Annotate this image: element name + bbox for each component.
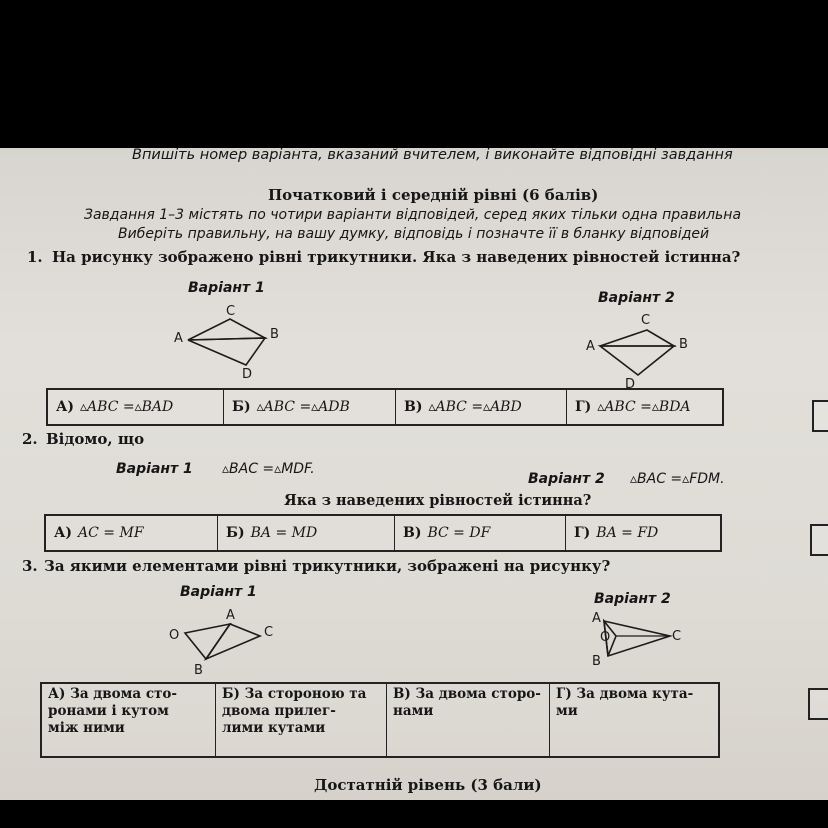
q3-fig1-label-o: O [169,628,180,643]
q2-option-a[interactable] [46,516,218,550]
q1-option-d-value: ▵ABC =▵BDA [597,399,691,415]
q1-fig1-label-c: C [226,304,236,319]
q3-answer-box[interactable] [808,688,828,720]
q2-option-a-label: А) [54,525,73,541]
q3-fig2-label-o: O [600,630,611,645]
q2-text: Відомо, що [46,430,145,448]
q3-fig1-label-b: B [194,663,203,678]
q3-option-b[interactable] [216,684,387,756]
q1-option-d[interactable] [567,390,722,424]
q3-fig1-label-c: C [264,625,274,640]
q3-option-a[interactable] [42,684,216,756]
q3-option-b-label: Б) [222,686,240,702]
level-title: Початковий і середній рівні (6 балів) [268,186,599,204]
q3-fig2-label-c: C [672,629,682,644]
q1-option-c-label: В) [404,399,423,415]
q3-option-a-value: За двома сто- ронами і кутом між ними [48,686,178,736]
q3-variant2-label: Варіант 2 [594,591,671,607]
q3-option-d[interactable] [550,684,718,756]
q1-answer-box[interactable] [812,400,828,432]
q1-option-d-label: Г) [575,399,592,415]
q1-variant2-label: Варіант 2 [598,290,675,306]
q3-fig2-label-a: A [592,611,601,626]
q1-option-b-value: ▵ABC =▵ADB [256,399,350,415]
tasks-note-1: Завдання 1–3 містять по чотири варіанти відповідей, серед яких тільки одна правильна [84,207,742,223]
q1-fig2-label-c: C [641,313,651,328]
q1-figure-variant1 [160,298,300,378]
tasks-note-2: Виберіть правильну, на вашу думку, відповідь і позначте її в бланку відповідей [118,226,710,242]
q2-variant1-expr: ▵BAC =▵MDF. [222,461,315,477]
q2-option-b-label: Б) [226,525,245,541]
q3-answer-table [40,682,720,758]
q1-option-c[interactable] [396,390,567,424]
q1-fig1-label-d: D [242,367,253,378]
q3-option-b-value: За стороною та двома прилег- лими кутами [222,686,367,736]
q3-number: 3. [22,557,38,575]
q1-fig2-label-b: B [679,337,688,352]
q2-number: 2. [22,430,38,448]
q3-option-a-label: А) [48,686,66,702]
q2-variant1-label: Варіант 1 [116,461,193,477]
q2-answer-table [44,514,722,552]
q2-answer-box[interactable] [810,524,828,556]
q1-option-a[interactable] [48,390,224,424]
q3-option-c-value: За двома сторо- нами [393,686,541,719]
q2-option-b-value: BA = MD [250,525,318,541]
q1-option-b-label: Б) [232,399,251,415]
q1-figure-variant2 [580,308,700,388]
q3-option-d-label: Г) [556,686,572,702]
next-level-title: Достатній рівень (3 бали) [314,776,542,794]
q2-option-d-label: Г) [574,525,591,541]
q1-fig1-label-a: A [174,331,183,346]
q3-text: За якими елементами рівні трикутники, зображені на рисунку? [44,557,611,575]
q1-fig2-label-a: A [586,339,595,354]
q1-number: 1. [27,248,43,266]
q3-option-c-label: В) [393,686,411,702]
q3-figure-variant2 [580,608,690,673]
worksheet-page [0,148,828,800]
q2-option-d[interactable] [566,516,720,550]
q2-option-d-value: BA = FD [596,525,659,541]
q2-variant2-label: Варіант 2 [528,471,605,487]
q1-fig1-label-b: B [270,327,279,342]
q1-answer-table [46,388,724,426]
q2-option-b[interactable] [218,516,395,550]
q2-option-c[interactable] [395,516,566,550]
q2-option-c-value: BC = DF [427,525,491,541]
q3-variant1-label: Варіант 1 [180,584,257,600]
q3-option-c[interactable] [387,684,550,756]
q2-option-a-value: AC = MF [78,525,144,541]
q1-text: На рисунку зображено рівні трикутники. Яка з наведених рівностей істинна? [52,248,741,266]
q3-fig2-label-b: B [592,654,601,669]
q1-variant1-label: Варіант 1 [188,280,265,296]
instruction-line: Впишіть номер варіанта, вказаний вчителем, і виконайте відповідні завдання [132,148,733,163]
q2-question: Яка з наведених рівностей істинна? [284,492,592,509]
q3-figure-variant1 [160,603,285,683]
q1-option-a-value: ▵ABC =▵BAD [80,399,174,415]
q1-option-b[interactable] [224,390,396,424]
q1-option-a-label: А) [56,399,75,415]
q2-variant2-expr: ▵BAC =▵FDM. [630,471,725,487]
q1-option-c-value: ▵ABC =▵ABD [428,399,522,415]
q1-fig2-label-d: D [625,377,636,388]
q2-option-c-label: В) [403,525,422,541]
q3-fig1-label-a: A [226,608,235,623]
q3-option-d-value: За двома кута- ми [556,686,694,719]
